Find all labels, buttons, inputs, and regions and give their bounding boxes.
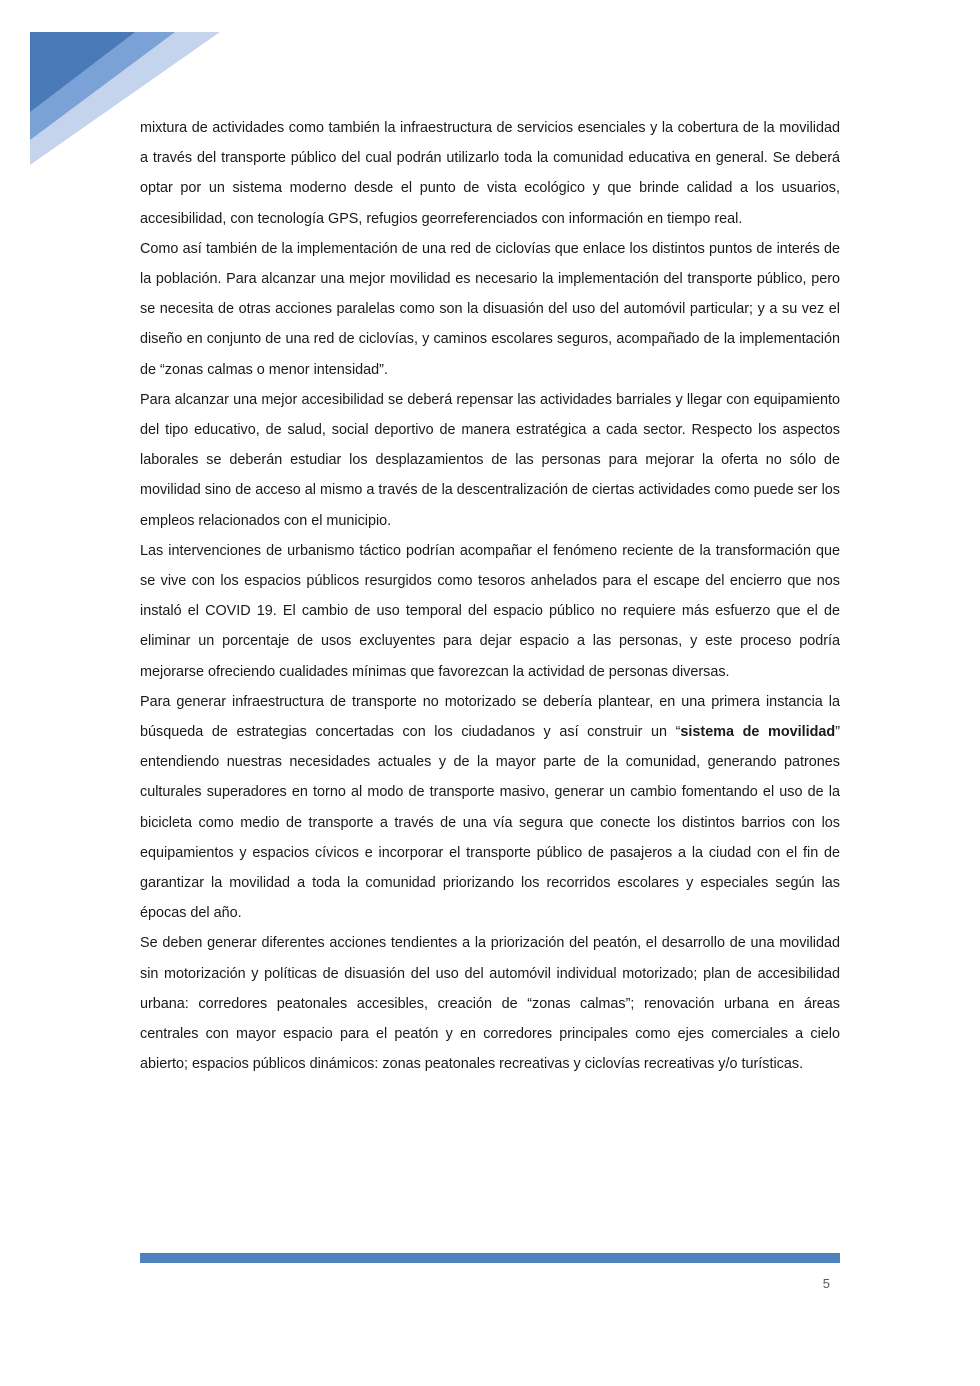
- paragraph-1: mixtura de actividades como también la infraestructura de servicios esenciales y la cobertura de la movilidad a través del transporte público del cual podrán utilizarlo toda la comunidad educativa en general. Se deberá optar por un sistema moderno desde el punto de vista ecológico y que brinde calidad a los usuarios, accesibilidad, con tecnología GPS, refugios georreferenciados con información en tiempo real.: [140, 120, 840, 227]
- paragraph-2: Como así también de la implementación de una red de ciclovías que enlace los distintos puntos de interés de la población. Para alcanzar una mejor movilidad es necesario la implementación del transporte público, pero se necesita de otras acciones paralelas como son la disuasión del uso del automóvil particular; y a su vez el diseño en conjunto de una red de ciclovías, y caminos escolares seguros, acompañado de la implementación de “zonas calmas o menor intensidad”.: [140, 240, 840, 378]
- page-number: 5: [822, 1276, 830, 1291]
- paragraph-5-bold-term: sistema de movilidad: [680, 724, 836, 741]
- paragraph-5: [140, 687, 840, 929]
- paragraph-5-text-before: Para generar infraestructura de transporte no motorizado se debería plantear, en una primera instancia la búsqueda de estrategias concertadas con los ciudadanos y así construir un “: [140, 693, 840, 741]
- footer-bar: [140, 1253, 840, 1263]
- paragraph-6: Se deben generar diferentes acciones tendientes a la priorización del peatón, el desarrollo de una movilidad sin motorización y políticas de disuasión del uso del automóvil individual motorizado; plan de accesibilidad urbana: corredores peatonales accesibles, creación de “zonas calmas”; renovación urbana en áreas centrales con mayor espacio para el peatón y en corredores principales como ejes comerciales a cielo abierto; espacios públicos dinámicos: zonas peatonales recreativas y ciclovías recreativas y/o turísticas.: [140, 935, 840, 1073]
- document-body: [140, 113, 840, 1080]
- paragraph-4: Las intervenciones de urbanismo táctico podrían acompañar el fenómeno reciente de la transformación que se vive con los espacios públicos resurgidos como tesoros anhelados para el escape del encierro que nos instaló el COVID 19. El cambio de uso temporal del espacio público no requiere más esfuerzo que el de eliminar un porcentaje de usos excluyentes para dejar espacio a las personas, y este proceso podría mejorarse ofreciendo cualidades mínimas que favorezcan la actividad de personas diversas.: [140, 542, 840, 680]
- paragraph-5-text-after: ” entendiendo nuestras necesidades actuales y de la mayor parte de la comunidad, generando patrones culturales superadores en torno al modo de transporte masivo, generar un cambio fomentando el uso de la bicicleta como medio de transporte a través de una vía segura que conecte los distintos barrios con los equipamientos y espacios cívicos e incorporar el transporte público de pasajeros a la ciudad con el fin de garantizar la movilidad a toda la comunidad priorizando los recorridos escolares y especiales según las épocas del año.: [140, 724, 841, 922]
- paragraph-3: Para alcanzar una mejor accesibilidad se deberá repensar las actividades barriales y llegar con equipamiento del tipo educativo, de salud, social deportivo de manera estratégica a cada sector. Respecto los aspectos laborales se deberán estudiar los desplazamientos de las personas para mejorar la oferta no sólo de movilidad sino de acceso al mismo a través de la descentralización de ciertas actividades como puede ser los empleos relacionados con el municipio.: [140, 391, 840, 529]
